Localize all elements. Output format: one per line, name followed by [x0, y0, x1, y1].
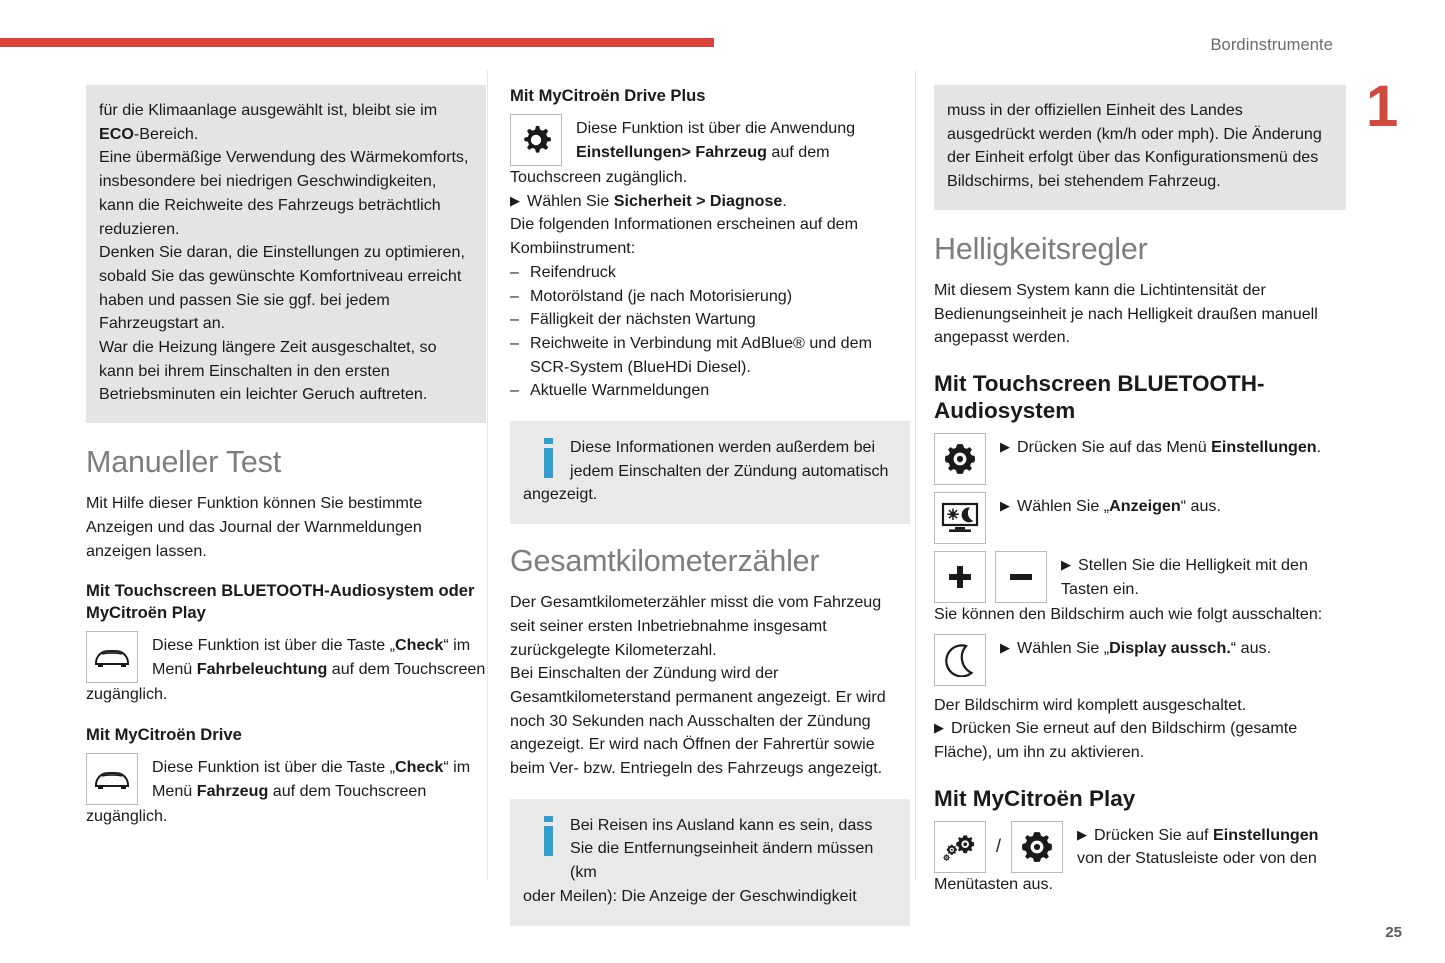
gear-dot-icon — [934, 433, 986, 485]
subheading-touchscreen-bluetooth: Mit Touchscreen BLUETOOTH-Audiosystem oder MyCitroën Play — [86, 581, 475, 623]
info-icon-bar — [544, 826, 553, 856]
display-step-text: ▶ Wählen Sie „Anzeigen“ aus. — [1000, 492, 1221, 519]
list-item: – Reifendruck — [510, 261, 910, 285]
display-off-row — [934, 634, 1346, 686]
section-title-manueller-test: Manueller Test — [86, 445, 281, 480]
info-icon-dot — [544, 438, 553, 444]
info-box-ausland — [510, 799, 910, 926]
triangle-right-icon: ▶ — [1000, 639, 1010, 655]
unit-note-text: muss in der offiziellen Einheit des Landes ausgedrückt werden (km/h oder mph). Die Änderung der Einheit erfolgt über das Konfigurationsmenü des Bildschirms, bei stehendem Fahrzeug. — [947, 101, 1322, 191]
plus-icon — [934, 551, 986, 603]
list-item: – Aktuelle Warnmeldungen — [510, 379, 910, 403]
settings-step-text: ▶ Drücken Sie auf das Menü Einstellungen. — [1000, 433, 1321, 460]
eco-line-4: War die Heizung längere Zeit ausgeschaltet, so kann bei ihrem Einschalten in den ersten Betriebsminuten ein leichter Geruch auftreten. — [99, 338, 437, 404]
eco-line-2: Eine übermäßige Verwendung des Wärmekomforts, insbesondere bei niedrigen Geschwindigkeiten, kann die Reichweite des Fahrzeugs beträchtlich reduzieren. — [99, 148, 469, 238]
play-settings-row — [934, 821, 1346, 873]
eco-line-1: für die Klimaanlage ausgewählt ist, bleibt sie im ECO-Bereich. — [99, 101, 438, 143]
info-box-text: Diese Informationen werden außerdem bei jedem Einschalten der Zündung automatisch — [570, 438, 889, 480]
unit-note-box — [934, 85, 1346, 210]
section-title-helligkeitsregler: Helligkeitsregler — [934, 231, 1148, 266]
play-settings-tail: Menütasten aus. — [934, 874, 1053, 893]
odometer-body-2: Bei Einschalten der Zündung wird der Gesamtkilometerstand permanent angezeigt. Er wird noch 30 Sekunden nach Ausschalten der Zündung angezeigt. Er wird nach Öffnen der Fahrertür sowie beim Ver- bzw. Entriegeln des Fahrzeugs angezeigt. — [510, 664, 886, 778]
display-step-row — [934, 492, 1346, 544]
moon-icon — [934, 634, 986, 686]
brightness-buttons-text: ▶ Stellen Sie die Helligkeit mit den Tasten ein. — [1061, 551, 1346, 601]
triangle-right-icon: ▶ — [510, 192, 520, 208]
drive-plus-row — [510, 114, 910, 166]
display-off-intro: Sie können den Bildschirm auch wie folgt ausschalten: — [934, 604, 1323, 623]
header-red-bar — [0, 38, 714, 47]
subheading-touchscreen-bluetooth-audio: Mit Touchscreen BLUETOOTH-Audiosystem — [934, 370, 1265, 423]
column-2 — [510, 85, 910, 946]
subheading-drive-plus: Mit MyCitroën Drive Plus — [510, 86, 706, 105]
brightness-buttons-row — [934, 551, 1346, 603]
info-icon-bar — [544, 448, 553, 478]
triangle-right-icon: ▶ — [1000, 438, 1010, 454]
eco-note-box — [86, 85, 486, 423]
drive-plus-text: Diese Funktion ist über die Anwendung Einstellungen> Fahrzeug auf dem — [576, 119, 856, 161]
header-title: Bordinstrumente — [1210, 36, 1333, 54]
display-off-text: ▶ Wählen Sie „Display aussch.“ aus. — [1000, 634, 1271, 661]
car-front-icon — [86, 753, 138, 805]
display-off-result: Der Bildschirm wird komplett ausgeschaltet. — [934, 695, 1247, 714]
column-divider-right — [915, 70, 916, 880]
list-item: – Motorölstand (je nach Motorisierung) — [510, 285, 910, 309]
check-touchscreen-tail: zugänglich. — [86, 685, 168, 704]
odometer-body-1: Der Gesamtkilometerzähler misst die vom Fahrzeug seit seiner ersten Inbetriebnahme insgesamt zurückgelegte Kilometerzahl. — [510, 593, 882, 659]
list-item: – Reichweite in Verbindung mit AdBlue® und dem SCR-System (BlueHDi Diesel). — [510, 332, 910, 379]
check-drive-text: Diese Funktion ist über die Taste „Check“ im Menü Fahrzeug auf dem Touchscreen — [152, 757, 471, 800]
step-sicherheit-diagnose: ▶ Wählen Sie Sicherheit > Diagnose. — [510, 190, 910, 214]
check-drive-row — [86, 753, 486, 805]
subheading-mycitroen-drive: Mit MyCitroën Drive — [86, 724, 242, 744]
list-item: – Fälligkeit der nächsten Wartung — [510, 308, 910, 332]
column-1 — [86, 85, 486, 829]
column-3 — [934, 85, 1346, 896]
play-settings-text: ▶ Drücken Sie auf Einstellungen von der Statusleiste oder von den — [1077, 821, 1319, 871]
info-box-2-text: Bei Reisen ins Ausland kann es sein, dass Sie die Entfernungseinheit ändern müssen (km — [570, 815, 874, 882]
info-icon — [535, 438, 561, 478]
eco-line-3: Denken Sie daran, die Einstellungen zu optimieren, sobald Sie das gewünschte Komfortniveau erreicht haben und passen Sie sie ggf. bei jedem Fahrzeugstart an. — [99, 243, 465, 333]
multi-gear-icon — [934, 821, 986, 873]
triangle-right-icon: ▶ — [934, 720, 944, 736]
reactivate-step: ▶ Drücken Sie erneut auf den Bildschirm (gesamte Fläche), um ihn zu aktivieren. — [934, 717, 1346, 764]
triangle-right-icon: ▶ — [1061, 556, 1071, 572]
gear-dot-icon — [1011, 821, 1063, 873]
brightness-intro: Mit diesem System kann die Lichtintensität der Bedienungseinheit je nach Helligkeit draußen manuell angepasst werden. — [934, 280, 1318, 347]
info-box-zuendung — [510, 421, 910, 524]
gear-icon — [510, 114, 562, 166]
triangle-right-icon: ▶ — [1077, 826, 1088, 842]
triangle-right-icon: ▶ — [1000, 497, 1010, 513]
check-touchscreen-row — [86, 631, 486, 683]
subheading-mycitroen-play: Mit MyCitroën Play — [934, 785, 1136, 811]
info-icon — [535, 816, 561, 856]
icon-separator-slash: / — [996, 835, 1002, 856]
info-box-2-tail: oder Meilen): Die Anzeige der Geschwindigkeit — [523, 886, 857, 905]
info-icon-dot — [544, 816, 553, 822]
section-title-gesamtkilometerzaehler: Gesamtkilometerzähler — [510, 544, 820, 579]
car-front-icon — [86, 631, 138, 683]
minus-icon — [995, 551, 1047, 603]
check-touchscreen-text: Diese Funktion ist über die Taste „Check“ im Menü Fahrbeleuchtung auf dem Touchscreen — [152, 636, 486, 678]
column-divider-left — [487, 70, 488, 880]
info-box-tail: angezeigt. — [523, 485, 598, 504]
chapter-number: 1 — [1366, 74, 1397, 139]
eco-bold: ECO — [99, 124, 134, 143]
kombiinstrument-intro: Die folgenden Informationen erscheinen auf dem Kombiinstrument: — [510, 215, 859, 258]
diagnose-list — [510, 261, 910, 403]
page-number: 25 — [1385, 924, 1402, 941]
settings-step-row — [934, 433, 1346, 485]
drive-plus-tail: Touchscreen zugänglich. — [510, 168, 688, 186]
manueller-test-intro: Mit Hilfe dieser Funktion können Sie bestimmte Anzeigen und das Journal der Warnmeldungen anzeigen lassen. — [86, 494, 423, 560]
check-drive-tail: zugänglich. — [86, 806, 168, 825]
display-brightness-icon — [934, 492, 986, 544]
